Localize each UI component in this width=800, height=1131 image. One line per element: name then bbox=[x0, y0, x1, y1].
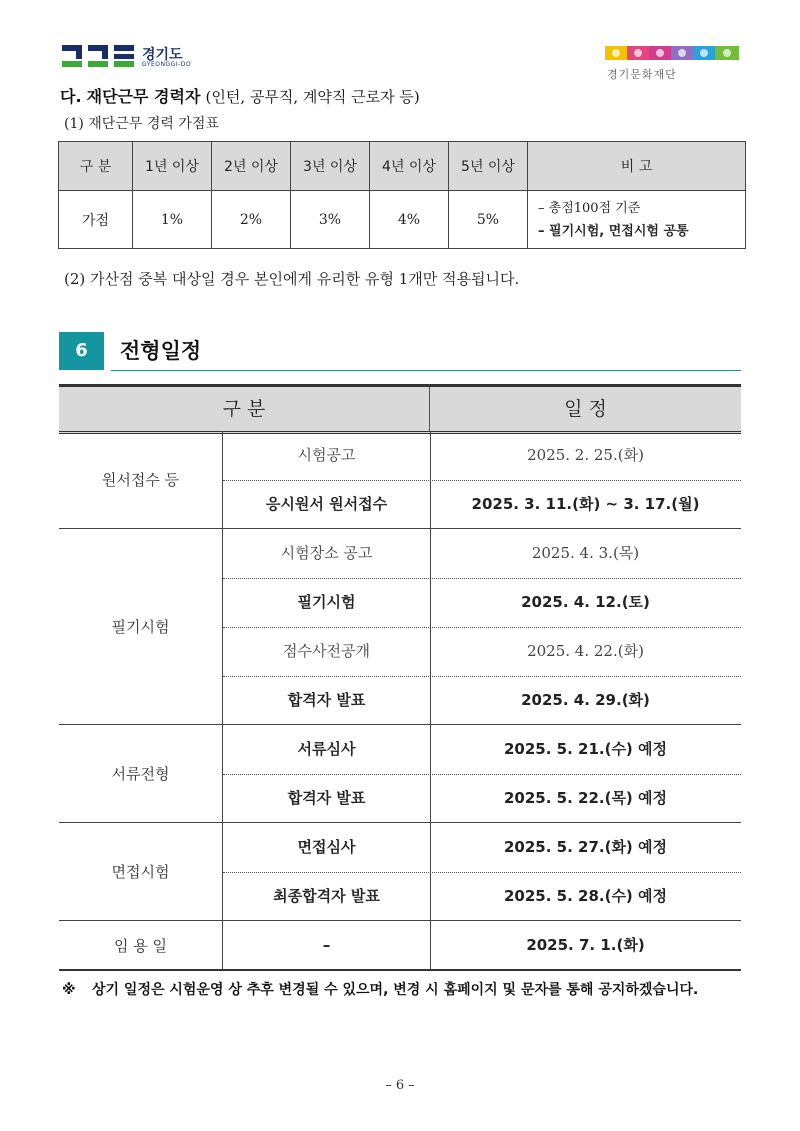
schedule-group-label: 면접시험 bbox=[111, 863, 170, 881]
schedule-header-category: 구 분 bbox=[222, 398, 266, 420]
schedule-row bbox=[223, 921, 741, 969]
schedule-group bbox=[59, 725, 741, 823]
footnote-text: 상기 일정은 시험운영 상 추후 변경될 수 있으며, 변경 시 홈페이지 및 문자를 통해 공지하겠습니다. bbox=[92, 982, 699, 998]
schedule-date: 2025. 4. 22.(화) bbox=[527, 642, 644, 660]
bonus-cell: 3% bbox=[291, 191, 370, 249]
schedule-date: 2025. 5. 21.(수) 예정 bbox=[503, 740, 667, 758]
foundation-logo-name: 경기문화재단 bbox=[607, 68, 677, 81]
section-da-prefix: 다. bbox=[60, 87, 82, 106]
schedule-item: 점수사전공개 bbox=[283, 642, 370, 660]
bonus-header-cell: 구 분 bbox=[59, 142, 133, 191]
schedule-group bbox=[59, 921, 741, 971]
schedule-footnote bbox=[62, 975, 752, 1005]
section-underline bbox=[111, 370, 741, 371]
page-number: – 6 – bbox=[385, 1078, 415, 1093]
bonus-note-cell bbox=[528, 191, 746, 249]
schedule-group bbox=[59, 431, 741, 529]
schedule-item: 시험공고 bbox=[297, 446, 356, 464]
foundation-logo bbox=[605, 44, 745, 84]
schedule-date: 2025. 4. 29.(화) bbox=[521, 691, 650, 709]
schedule-item: 합격자 발표 bbox=[287, 789, 366, 807]
schedule-row bbox=[223, 627, 741, 677]
gyeonggi-logo-sub: GYEONGGI-DO bbox=[142, 61, 192, 68]
bonus-header-cell: 비 고 bbox=[528, 142, 746, 191]
bonus-cell: 1% bbox=[133, 191, 212, 249]
bonus-note-line2: – 필기시험, 면접시험 공통 bbox=[538, 223, 689, 239]
schedule-date: 2025. 4. 3.(목) bbox=[531, 544, 640, 562]
schedule-row bbox=[223, 872, 741, 921]
bonus-table-header-row bbox=[59, 142, 746, 191]
schedule-row bbox=[223, 578, 741, 628]
schedule-date: 2025. 2. 25.(화) bbox=[527, 446, 644, 464]
schedule-date: 2025. 5. 28.(수) 예정 bbox=[503, 887, 667, 905]
schedule-group-label: 서류전형 bbox=[111, 765, 170, 783]
schedule-row bbox=[223, 725, 741, 775]
section-number-badge: 6 bbox=[59, 332, 104, 370]
gyeonggi-logo bbox=[62, 43, 192, 73]
bonus-cell: 2% bbox=[212, 191, 291, 249]
schedule-header-row bbox=[59, 384, 741, 434]
bonus-note-line1: – 총점100점 기준 bbox=[538, 200, 641, 216]
schedule-group-label: 임 용 일 bbox=[113, 936, 167, 955]
schedule-header-date: 일 정 bbox=[564, 398, 607, 420]
schedule-item: 면접심사 bbox=[297, 838, 356, 856]
schedule-row bbox=[223, 529, 741, 579]
schedule-row bbox=[223, 431, 741, 481]
bonus-header-cell: 2년 이상 bbox=[212, 142, 291, 191]
schedule-date: 2025. 3. 11.(화) ~ 3. 17.(월) bbox=[471, 495, 700, 513]
schedule-item: 응시원서 원서접수 bbox=[265, 495, 388, 513]
schedule-group-label: 원서접수 등 bbox=[101, 471, 180, 489]
schedule-item: 필기시험 bbox=[297, 593, 356, 611]
bonus-points-table bbox=[58, 141, 746, 249]
bonus-header-cell: 1년 이상 bbox=[133, 142, 212, 191]
bonus-cell: 가점 bbox=[59, 191, 133, 249]
schedule-item: 시험장소 공고 bbox=[280, 544, 373, 562]
duplicate-bonus-note: (2) 가산점 중복 대상일 경우 본인에게 유리한 유형 1개만 적용됩니다. bbox=[64, 270, 520, 288]
bonus-header-cell: 5년 이상 bbox=[449, 142, 528, 191]
foundation-logo-mark bbox=[605, 44, 743, 64]
schedule-date: 2025. 7. 1.(화) bbox=[526, 936, 645, 954]
schedule-item: 합격자 발표 bbox=[287, 691, 366, 709]
schedule-group-label: 필기시험 bbox=[111, 618, 170, 636]
section-da-heading: 재단근무 경력자 bbox=[86, 87, 201, 106]
schedule-item: – bbox=[322, 936, 331, 954]
schedule-row bbox=[223, 774, 741, 823]
schedule-row bbox=[223, 480, 741, 529]
bonus-cell: 4% bbox=[370, 191, 449, 249]
bonus-header-cell: 3년 이상 bbox=[291, 142, 370, 191]
bonus-header-cell: 4년 이상 bbox=[370, 142, 449, 191]
schedule-group bbox=[59, 823, 741, 921]
schedule-row bbox=[223, 823, 741, 873]
schedule-date: 2025. 5. 22.(목) 예정 bbox=[503, 789, 667, 807]
schedule-item: 서류심사 bbox=[297, 740, 356, 758]
schedule-date: 2025. 5. 27.(화) 예정 bbox=[503, 838, 667, 856]
gyeonggi-logo-mark bbox=[62, 43, 136, 71]
gyeonggi-logo-name: 경기도 bbox=[142, 47, 183, 63]
section-title: 전형일정 bbox=[120, 339, 202, 363]
bonus-cell: 5% bbox=[449, 191, 528, 249]
schedule-item: 최종합격자 발표 bbox=[273, 887, 380, 905]
schedule-group bbox=[59, 529, 741, 725]
schedule-row bbox=[223, 676, 741, 725]
bonus-table-subtitle: (1) 재단근무 경력 가점표 bbox=[64, 116, 219, 132]
section-da-paren: (인턴, 공무직, 계약직 근로자 등) bbox=[205, 88, 420, 106]
footnote-mark: ※ bbox=[62, 982, 76, 998]
schedule-date: 2025. 4. 12.(토) bbox=[521, 593, 650, 611]
section-da-title bbox=[60, 84, 420, 107]
bonus-table-row bbox=[59, 191, 746, 249]
